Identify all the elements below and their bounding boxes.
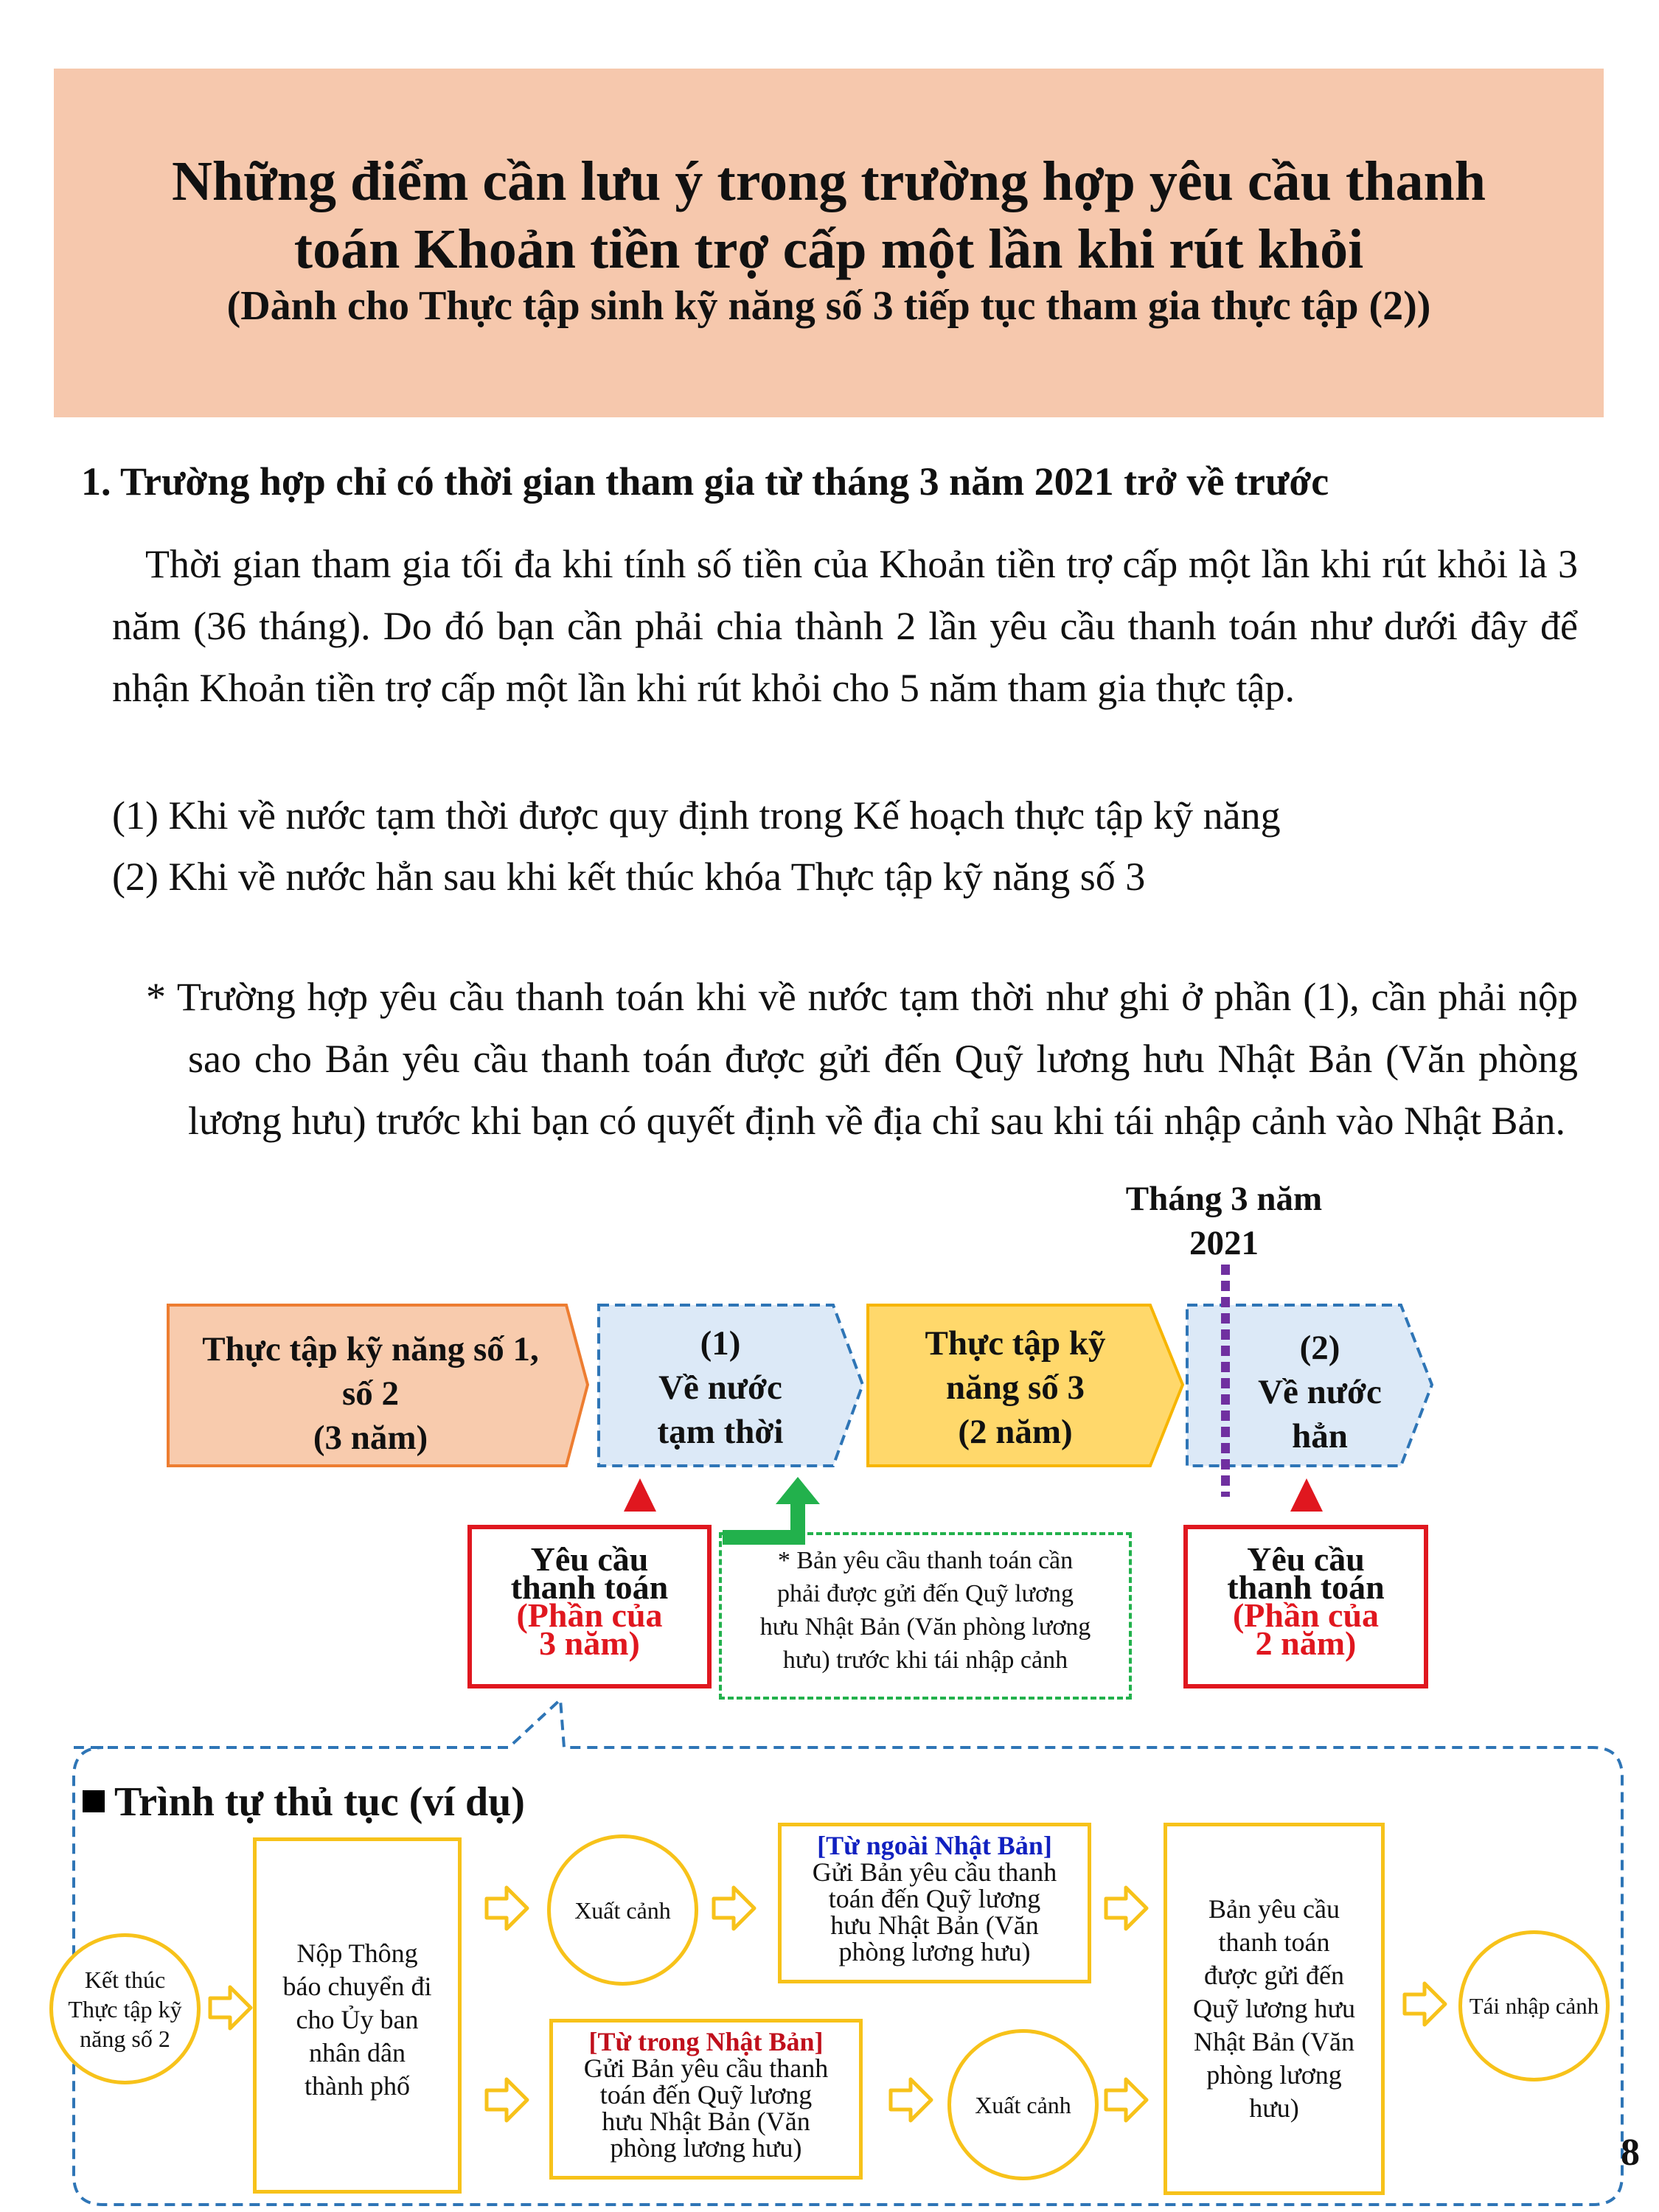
stage2-line2: Về nước: [658, 1368, 782, 1407]
green-note-line2: phải được gửi đến Quỹ lương: [777, 1580, 1074, 1607]
depart-top-label: Xuất cảnh: [574, 1896, 671, 1924]
claim2-line3: (Phần của: [1232, 1596, 1380, 1634]
japan-line4: phòng lương hưu): [610, 2133, 802, 2163]
flow-arrow-3: [487, 2079, 527, 2121]
japan-title: [Từ trong Nhật Bản]: [588, 2027, 824, 2056]
delivered-box: [1164, 1823, 1385, 2195]
reentry-label: Tái nhập cảnh: [1469, 1992, 1599, 2019]
stage4-line2: Về nước: [1258, 1373, 1382, 1411]
japan-line1: Gửi Bản yêu cầu thanh: [583, 2053, 829, 2083]
stage3-label: [868, 1321, 1163, 1454]
notify-line3: cho Ủy ban: [296, 2005, 419, 2034]
stage2-line1: (1): [700, 1324, 741, 1363]
procedure-bullet-square: [83, 1790, 105, 1812]
stage3-line1: Thực tập kỹ: [925, 1324, 1106, 1363]
green-note-line4: hưu) trước khi tái nhập cảnh: [782, 1646, 1068, 1674]
marker-line-1: Tháng 3 năm: [1125, 1180, 1323, 1218]
flow-arrow-8: [1405, 1983, 1445, 2025]
stage3-line2: năng số 3: [945, 1368, 1085, 1407]
red-up-triangle-1: [624, 1478, 656, 1512]
abroad-line2: toán đến Quỹ lương: [828, 1884, 1041, 1913]
start-line2: Thực tập kỹ: [68, 1995, 182, 2023]
delivered-line2: thanh toán: [1218, 1927, 1330, 1957]
claim2-line4: 2 năm): [1255, 1624, 1357, 1662]
stage2-label: [599, 1321, 842, 1454]
stage1-line1: Thực tập kỹ năng số 1,: [202, 1330, 539, 1368]
flow-arrow-6: [1106, 1888, 1147, 1929]
claim1-line3: (Phần của: [516, 1596, 663, 1634]
claim1-line1: Yêu cầu: [530, 1540, 649, 1578]
stage1-label: [170, 1327, 571, 1460]
stage3-line3: (2 năm): [958, 1413, 1073, 1451]
abroad-send-box: [778, 1823, 1091, 1983]
note-paragraph: * Trường hợp yêu cầu thanh toán khi về nước tạm thời như ghi ở phần (1), cần phải nộp sao cho Bản yêu cầu thanh toán được gửi đến Quỹ lương hưu Nhật Bản (Văn phòng lương hưu) trước khi bạn có quyết định về địa chỉ sau khi tái nhập cảnh vào Nhật Bản.: [146, 975, 1578, 1143]
claim2-line1: Yêu cầu: [1247, 1540, 1365, 1578]
stage1-line2: số 2: [341, 1374, 400, 1413]
claim1-line4: 3 năm): [539, 1624, 640, 1662]
page-number: 8: [1621, 2132, 1640, 2174]
red-up-triangle-2: [1290, 1478, 1323, 1512]
flow-arrow-1: [210, 1987, 251, 2028]
green-note-box: [719, 1532, 1132, 1700]
depart-circle-top: [547, 1834, 698, 1986]
abroad-title: [Từ ngoài Nhật Bản]: [817, 1831, 1052, 1860]
list-item-1: (1) Khi về nước tạm thời được quy định trong Kế hoạch thực tập kỹ năng: [112, 793, 1281, 838]
delivered-line5: Nhật Bản (Văn: [1194, 2027, 1354, 2056]
list-item-2: (2) Khi về nước hẳn sau khi kết thúc khóa Thực tập kỹ năng số 3: [112, 855, 1146, 899]
notify-line5: thành phố: [305, 2071, 410, 2101]
claim1-line2: thanh toán: [510, 1568, 669, 1606]
stage4-label: [1239, 1326, 1401, 1458]
flow-arrow-2: [487, 1888, 527, 1929]
delivered-line7: hưu): [1249, 2093, 1299, 2123]
green-note-line3: hưu Nhật Bản (Văn phòng lương: [759, 1613, 1091, 1641]
green-note-line1: * Bản yêu cầu thanh toán cần: [777, 1547, 1074, 1574]
claim-box-3-years: [467, 1525, 712, 1688]
abroad-line1: Gửi Bản yêu cầu thanh: [812, 1857, 1057, 1887]
stage1-line3: (3 năm): [313, 1419, 428, 1457]
intro-paragraph: Thời gian tham gia tối đa khi tính số tiền của Khoản tiền trợ cấp một lần khi rút khỏi là 3 năm (36 tháng). Do đó bạn cần phải chia thành 2 lần yêu cầu thanh toán như dưới đây để nhận Khoản tiền trợ cấp một lần khi rút khỏi cho 5 năm tham gia thực tập.: [112, 542, 1578, 710]
claim-box-2-years: [1183, 1525, 1428, 1688]
procedure-title: Trình tự thủ tục (ví dụ): [114, 1779, 525, 1825]
abroad-line4: phòng lương hưu): [838, 1937, 1031, 1966]
notify-line4: nhân dân: [309, 2038, 406, 2067]
claim2-line2: thanh toán: [1227, 1568, 1385, 1606]
japan-send-box: [549, 2019, 863, 2180]
start-line3: năng số 2: [80, 2025, 170, 2052]
delivered-line3: được gửi đến: [1203, 1961, 1345, 1990]
flow-arrow-4: [714, 1888, 754, 1929]
start-circle: [49, 1933, 201, 2084]
flow-arrow-7: [1106, 2079, 1147, 2121]
notify-line2: báo chuyển đi: [282, 1972, 432, 2001]
depart-circle-bottom: [947, 2029, 1099, 2180]
stage2-line3: tạm thời: [657, 1413, 784, 1451]
japan-line2: toán đến Quỹ lương: [599, 2080, 813, 2110]
flow-arrow-5: [891, 2079, 931, 2121]
depart-bottom-label: Xuất cảnh: [975, 2091, 1071, 2118]
title-line-1: Những điểm cần lưu ý trong trường hợp yêu cầu thanh: [171, 150, 1486, 212]
delivered-line6: phòng lương: [1206, 2060, 1342, 2090]
subtitle: (Dành cho Thực tập sinh kỹ năng số 3 tiếp tục tham gia thực tập (2)): [226, 283, 1431, 329]
abroad-line3: hưu Nhật Bản (Văn: [830, 1910, 1039, 1940]
stage4-line1: (2): [1299, 1329, 1340, 1367]
japan-line3: hưu Nhật Bản (Văn: [602, 2107, 810, 2136]
title-line-2: toán Khoản tiền trợ cấp một lần khi rút khỏi: [293, 218, 1364, 280]
start-line1: Kết thúc: [84, 1966, 166, 1993]
notify-line1: Nộp Thông: [296, 1938, 418, 1968]
section-title: 1. Trường hợp chỉ có thời gian tham gia từ tháng 3 năm 2021 trở về trước: [81, 459, 1329, 504]
marker-line-2: 2021: [1189, 1224, 1259, 1262]
notify-box: [253, 1837, 462, 2194]
delivered-line1: Bản yêu cầu: [1208, 1894, 1340, 1924]
stage4-line3: hẳn: [1292, 1417, 1348, 1455]
delivered-line4: Quỹ lương hưu: [1192, 1994, 1356, 2023]
reentry-circle: [1458, 1930, 1610, 2081]
